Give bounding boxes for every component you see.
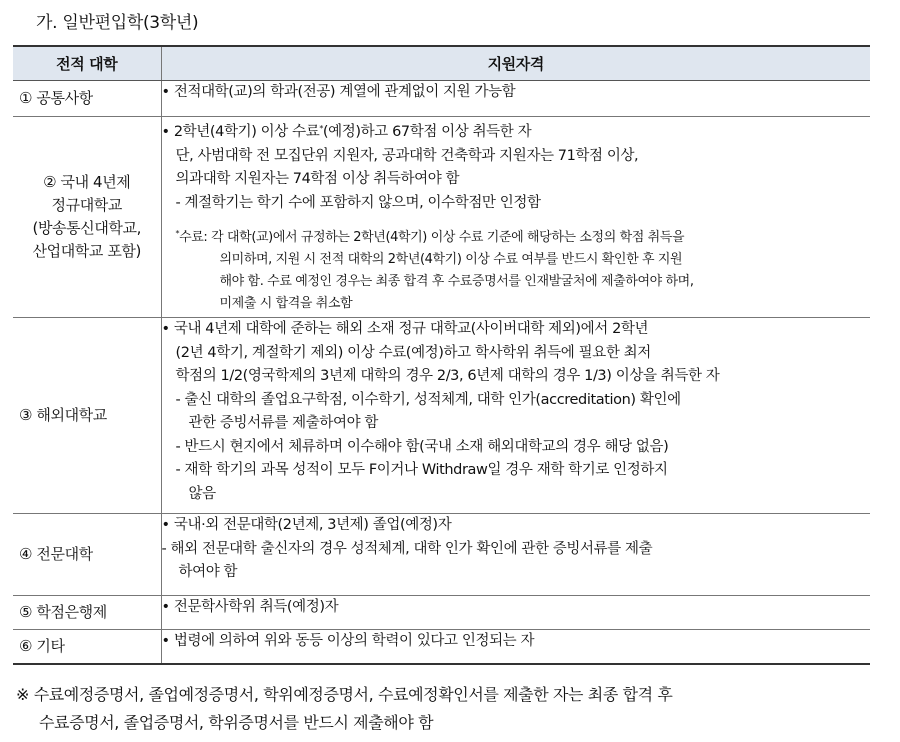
footnote-line: 수료증명서, 졸업증명서, 학위증명서를 반드시 제출해야 함 xyxy=(39,713,434,732)
content-line: • 국내 4년제 대학에 준하는 해외 소재 정규 대학교(사이버대학 제외)에서 2학년 xyxy=(161,321,649,337)
completion-rest: (예정)하고 67학점 이상 취득한 자 xyxy=(322,124,532,140)
table-header-row xyxy=(13,46,870,81)
row-content-other xyxy=(161,630,870,664)
note-mark: * xyxy=(319,124,323,133)
table-row-common xyxy=(13,81,870,117)
eligibility-table xyxy=(13,45,870,665)
content-line xyxy=(162,117,871,145)
header-eligibility: 지원자격 xyxy=(161,46,870,81)
content-line: • 법령에 의하여 위와 동등 이상의 학력이 있다고 인정되는 자 xyxy=(161,633,535,649)
row-content-domestic xyxy=(161,117,870,318)
note-line: 해야 함. 수료 예정인 경우는 최종 합격 후 수료증명서를 인재발굴처에 제출하여야 하며, xyxy=(219,274,694,289)
content-line: • 국내·외 전문대학(2년제, 3년제) 졸업(예정)자 xyxy=(161,517,452,533)
completion-label: • 2학년(4학기) 이상 수료 xyxy=(161,124,320,140)
footnote xyxy=(16,681,672,737)
header-prior-university: 전적 대학 xyxy=(13,46,161,81)
row-name-common xyxy=(13,81,161,117)
content-line: - 해외 전문대학 출신자의 경우 성적체계, 대학 인가 확인에 관한 증빙서류를 제출 xyxy=(161,540,653,557)
table-row-other xyxy=(13,630,870,664)
completion-note xyxy=(162,223,871,315)
content-line: - 계절학기는 학기 수에 포함하지 않으며, 이수학점만 인정함 xyxy=(175,194,541,211)
content-line: (2년 4학기, 계절학기 제외) 이상 수료(예정)하고 학사학위 취득에 필요한 최저 xyxy=(175,344,651,361)
row-name-line: 산업대학교 포함) xyxy=(32,242,141,260)
table-row-domestic xyxy=(13,117,870,318)
content-line: 관한 증빙서류를 제출하여야 함 xyxy=(188,415,379,431)
content-line: 단, 사범대학 전 모집단위 지원자, 공과대학 건축학과 지원자는 71학점 이상, xyxy=(175,147,639,164)
content-line: 학점의 1/2(영국학제의 3년제 대학의 경우 2/3, 6년제 대학의 경우 1/3) 이상을 취득한 자 xyxy=(175,368,720,384)
row-content-common xyxy=(161,81,870,117)
content-line: 않음 xyxy=(188,485,216,502)
note-mark: * xyxy=(175,229,180,238)
row-name-line: 정규대학교 xyxy=(51,196,122,214)
content-line: • 전문학사학위 취득(예정)자 xyxy=(161,599,339,615)
row-name-overseas xyxy=(13,318,161,514)
row-content-credit-bank xyxy=(161,596,870,630)
row-name-line: ① 공통사항 xyxy=(19,89,93,107)
row-content-overseas xyxy=(161,318,870,514)
table-row-overseas xyxy=(13,318,870,514)
section-title: 가. 일반편입학(3학년) xyxy=(36,13,199,33)
row-name-line: ③ 해외대학교 xyxy=(19,406,107,424)
table-row-junior-college xyxy=(13,514,870,596)
content-line: • 전적대학(교)의 학과(전공) 계열에 관계없이 지원 가능함 xyxy=(161,84,516,100)
footnote-line: ※ 수료예정증명서, 졸업예정증명서, 학위예정증명서, 수료예정확인서를 제출한 자는 최종 합격 후 xyxy=(16,685,673,704)
row-name-other xyxy=(13,630,161,664)
content-line: - 출신 대학의 졸업요구학점, 이수학기, 성적체계, 대학 인가(accreditation) 확인에 xyxy=(175,391,681,408)
content-line: - 반드시 현지에서 체류하며 이수해야 함(국내 소재 해외대학교의 경우 해당 없음) xyxy=(175,438,669,455)
row-name-line: ⑤ 학점은행제 xyxy=(19,603,107,621)
row-name-line: ④ 전문대학 xyxy=(19,545,93,563)
note-line: 미제출 시 합격을 취소함 xyxy=(219,296,353,311)
row-name-domestic xyxy=(13,117,161,318)
table-row-credit-bank xyxy=(13,596,870,630)
content-line: - 재학 학기의 과목 성적이 모두 F이거나 Withdraw일 경우 재학 학기로 인정하지 xyxy=(175,462,668,478)
row-name-line: ⑥ 기타 xyxy=(19,636,65,655)
row-name-credit-bank xyxy=(13,596,161,630)
content-line: 하여야 함 xyxy=(178,564,238,580)
note-line: 의미하며, 지원 시 전적 대학의 2학년(4학기) 이상 수료 여부를 반드시 확인한 후 지원 xyxy=(219,252,683,267)
row-name-line: ② 국내 4년제 xyxy=(43,173,131,191)
note-line: 수료: 각 대학(교)에서 규정하는 2학년(4학기) 이상 수료 기준에 해당하는 소정의 학점 취득을 xyxy=(179,230,685,245)
content-line: 의과대학 지원자는 74학점 이상 취득하여야 함 xyxy=(175,171,460,187)
row-content-junior-college xyxy=(161,514,870,596)
row-name-line: (방송통신대학교, xyxy=(32,219,141,237)
row-name-junior-college xyxy=(13,514,161,596)
